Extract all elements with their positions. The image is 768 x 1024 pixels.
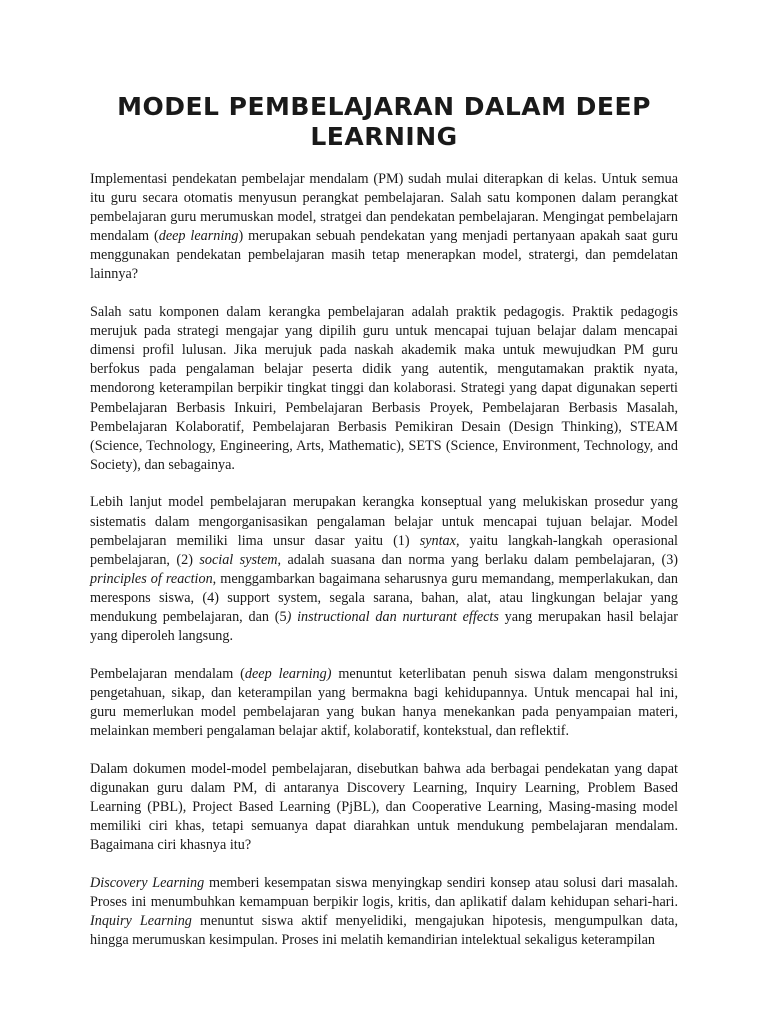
document-title: MODEL PEMBELAJARAN DALAM DEEP LEARNING bbox=[117, 92, 651, 151]
paragraph-4-text-b: menuntut keterlibatan penuh siswa dalam mengonstruksi pengetahuan, sikap, dan keterampilan yang bermakna bagi kehidupannya. Untuk mencapai hal ini, guru memerlukan model pembelajaran yang bukan hanya menekankan pada penyampaian materi, melainkan memberi pengalaman belajar aktif, kolaboratif, kontekstual, dan reflektif. bbox=[90, 665, 679, 739]
paragraph-3-emphasis-effects: ) instructional dan nurturant effects bbox=[286, 608, 499, 625]
paragraph-1-text-b: ) merupakan sebuah pendekatan yang menjadi pertanyaan apakah saat guru menggunakan pendekatan pembelajaran masih tetap menerapkan model, stratergi, dan pemdelatan lainnya? bbox=[90, 228, 679, 283]
paragraph-2: Salah satu komponen dalam kerangka pembelajaran adalah praktik pedagogis. Praktik pedagogis merujuk pada strategi mengajar yang dipilih guru untuk mencapai tujuan belajar dalam mencapai dimensi profil lulusan. Jika merujuk pada naskah akademik maka untuk mewujudkan PM guru berfokus pada pengalaman belajar peserta didik yang autentik, mengutamakan praktik nyata, mendorong keterampilan berpikir tingkat tinggi dan kolaborasi. Strategi yang dapat digunakan seperti Pembelajaran Berbasis Inkuiri, Pembelajaran Berbasis Proyek, Pembelajaran Berbasis Masalah, Pembelajaran Kolaboratif, Pembelajaran Berbasis Pemikiran Desain (Design Thinking), STEAM (Science, Technology, Engineering, Arts, Mathematic), SETS (Science, Environment, Technology, and Society), dan sebagainya. bbox=[90, 304, 678, 473]
paragraph-6 bbox=[90, 874, 678, 950]
document-body bbox=[90, 170, 678, 950]
paragraph-1-emphasis: deep learning bbox=[158, 228, 239, 245]
paragraph-3-text-e: yang merupakan hasil belajar yang diperoleh langsung. bbox=[90, 608, 678, 645]
paragraph-3-text-d: , menggambarkan bagaimana seharusnya guru memandang, memperlakukan, dan merespons siswa, (4) support system, segala sarana, bahan, alat, atau lingkungan belajar yang mendukung pembelajaran, dan (5 bbox=[90, 570, 678, 625]
paragraph-5: Dalam dokumen model-model pembelajaran, disebutkan bahwa ada berbagai pendekatan yang dapat digunakan guru dalam PM, di antaranya Discovery Learning, Inquiry Learning, Problem Based Learning (PBL), Project Based Learning (PjBL), dan Cooperative Learning, Masing-masing model memiliki ciri khas, tetapi semuanya dapat diarahkan untuk mendukung pembelajaran mendalam. Bagaimana ciri khasnya itu? bbox=[90, 760, 678, 853]
paragraph-6-emphasis-inquiry: Inquiry Learning bbox=[90, 912, 192, 929]
paragraph-3-emphasis-social-system: social system bbox=[199, 551, 278, 568]
paragraph-4 bbox=[90, 665, 678, 741]
paragraph-3-text-b: , yaitu langkah-langkah operasional pembelajaran, (2) bbox=[90, 532, 678, 568]
paragraph-3-text-c: , adalah suasana dan norma yang berlaku dalam pembelajaran, (3) bbox=[277, 551, 679, 568]
paragraph-1 bbox=[90, 170, 678, 285]
paragraph-6-emphasis-discovery: Discovery Learning bbox=[90, 874, 205, 891]
paragraph-6-text-a: memberi kesempatan siswa menyingkap sendiri konsep atau solusi dari masalah. Proses ini menumbuhkan kemampuan berpikir logis, kritis, dan aplikatif dalam kehidupan sehari-hari. bbox=[90, 874, 678, 910]
paragraph-1-text-a: Implementasi pendekatan pembelajar mendalam (PM) sudah mulai diterapkan di kelas. Untuk semua itu guru secara otomatis menyusun perangkat pembelajaran. Salah satu komponen dalam perangkat pembelajaran guru merumuskan model, stratgei dan pendekatan pembelajaran. Mengingat pembelajarn mendalam ( bbox=[90, 171, 678, 245]
paragraph-4-emphasis: deep learning) bbox=[244, 665, 332, 682]
paragraph-6-text-b: menuntut siswa aktif menyelidiki, mengajukan hipotesis, mengumpulkan data, hingga merumuskan kesimpulan. Proses ini melatih kemandirian intelektual sekaligus keterampilan bbox=[90, 912, 678, 948]
paragraph-3-emphasis-principles: principles of reaction bbox=[90, 570, 213, 587]
paragraph-4-text-a: Pembelajaran mendalam ( bbox=[90, 665, 245, 682]
paragraph-3 bbox=[90, 493, 678, 646]
paragraph-3-emphasis-syntax: syntax bbox=[419, 532, 456, 549]
paragraph-3-text-a: Lebih lanjut model pembelajaran merupakan kerangka konseptual yang melukiskan prosedur yang sistematis dalam mengorganisasikan pengalaman belajar untuk mencapai tujuan belajar. Model pembelajaran memiliki lima unsur dasar yaitu (1) bbox=[90, 494, 678, 549]
